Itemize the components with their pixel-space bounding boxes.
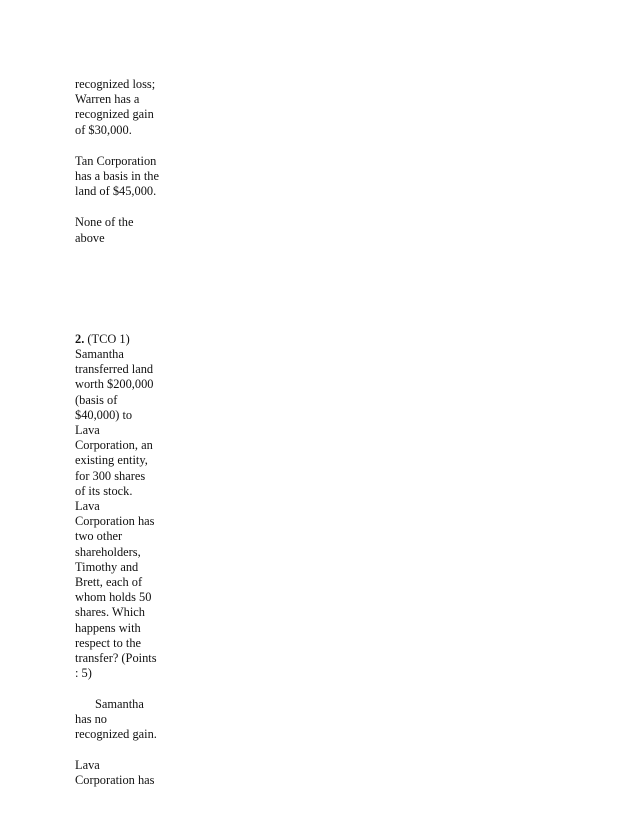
question-2-text: Samantha transferred land worth $200,000 (basis of $40,000) to Lava Corporation, an existing entity, for 300 shares of its stock. Lava Corporation has two other shareholders, Timothy and Brett, each of whom holds 50 shares. Which happens with respect to the transfer? (Points : 5) xyxy=(75,347,157,681)
text-column xyxy=(75,77,167,789)
question-2-header xyxy=(75,332,167,347)
answer-fragment: recognized loss; Warren has a recognized gain of $30,000. xyxy=(75,77,156,137)
answer-option-samantha xyxy=(75,697,167,743)
answer-option-samantha-rest: has no recognized gain. xyxy=(75,711,157,741)
answer-option-tan-corporation: Tan Corporation has a basis in the land of $45,000. xyxy=(75,153,159,199)
question-number: 2. xyxy=(75,331,85,346)
answer-option-samantha-first-line: Samantha xyxy=(95,696,144,711)
question-2 xyxy=(75,332,167,682)
question-tco-label: (TCO 1) xyxy=(84,331,130,346)
answer-option-none-of-the-above: None of the above xyxy=(75,215,134,245)
answer-option-lava-corporation: Lava Corporation has xyxy=(75,758,155,788)
